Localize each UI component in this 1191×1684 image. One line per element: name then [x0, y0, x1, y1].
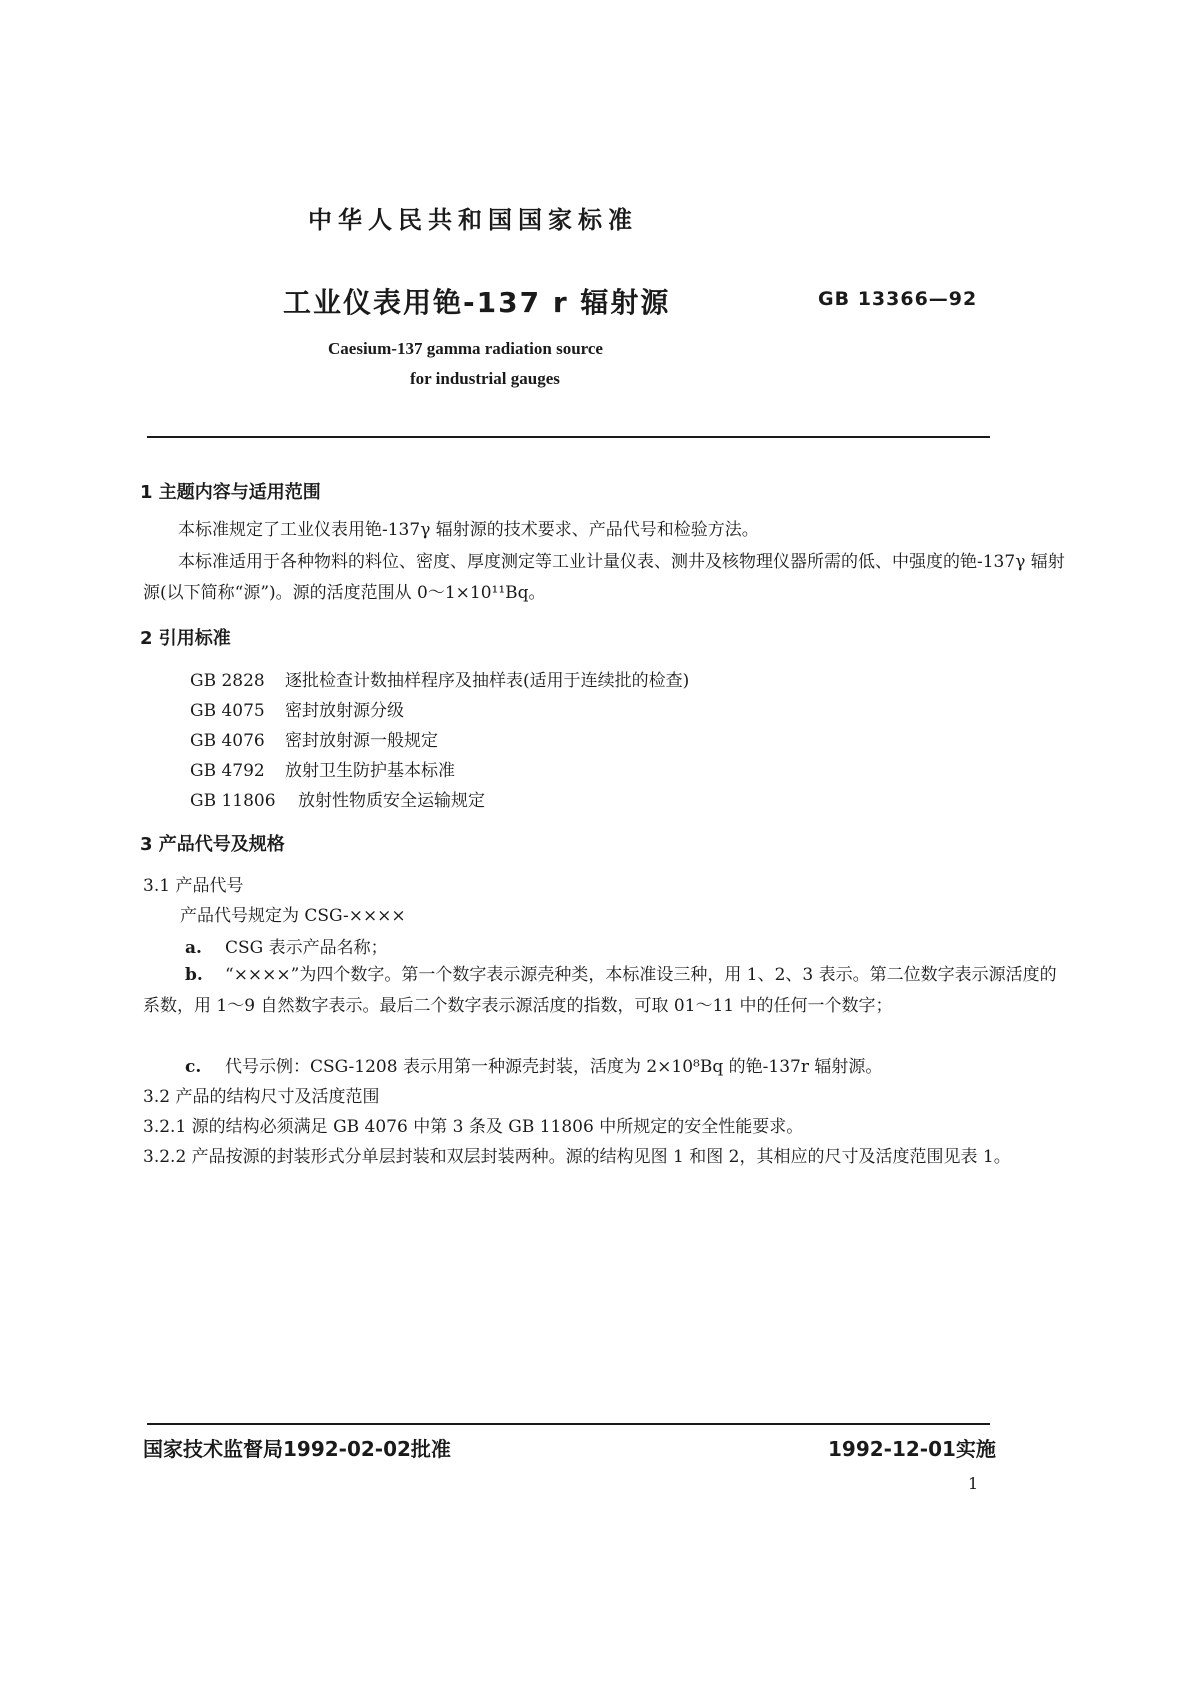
item-a [185, 933, 388, 958]
page-number: 1 [968, 1474, 979, 1493]
reference-standard [190, 786, 485, 811]
subsection-3-2-1: 3.2.1 源的结构必须满足 GB 4076 中第 3 条及 GB 11806 中所规定的安全性能要求。 [143, 1117, 804, 1137]
reference-standard [190, 756, 455, 781]
footer-divider [147, 1423, 990, 1425]
section-2-heading: 2 引用标准 [140, 628, 231, 649]
subsection-3-2-heading: 3.2 产品的结构尺寸及活度范围 [143, 1087, 380, 1107]
header-divider [147, 436, 990, 438]
english-title-line2: for industrial gauges [410, 369, 560, 388]
reference-standard [190, 696, 404, 721]
document-title: 工业仪表用铯-137 r 辐射源 [283, 286, 671, 319]
reference-title: 放射性物质安全运输规定 [298, 791, 485, 811]
item-b-text: “××××”为四个数字。第一个数字表示源壳种类，本标准设三种，用 1、2、3 表示。第二位数字表示源活度的系数，用 1～9 自然数字表示。最后二个数字表示源活度的指数，可取 01～11 中的任何一个数字； [143, 965, 1057, 1016]
section-1-heading: 1 主题内容与适用范围 [140, 482, 321, 503]
section-3-heading: 3 产品代号及规格 [140, 834, 285, 855]
subsection-3-1-heading: 3.1 产品代号 [143, 876, 244, 896]
product-code-intro: 产品代号规定为 CSG-×××× [180, 906, 406, 926]
item-c-text: 代号示例：CSG-1208 表示用第一种源壳封装，活度为 2×10⁸Bq 的铯-137r 辐射源。 [225, 1057, 883, 1077]
reference-code: GB 2828 [190, 671, 265, 691]
national-standard-heading: 中华人民共和国国家标准 [308, 206, 638, 234]
reference-standard [190, 666, 689, 691]
item-b-label: b. [185, 965, 203, 985]
reference-code: GB 4792 [190, 761, 265, 781]
section-1-paragraph-2: 本标准适用于各种物料的料位、密度、厚度测定等工业计量仪表、测井及核物理仪器所需的低、中强度的铯-137γ 辐射源(以下简称“源”)。源的活度范围从 0～1×10¹¹Bq。 [143, 552, 1065, 603]
item-a-text: CSG 表示产品名称； [225, 938, 388, 958]
reference-title: 放射卫生防护基本标准 [285, 761, 455, 781]
effective-date: 1992-12-01实施 [828, 1437, 996, 1461]
reference-title: 密封放射源一般规定 [285, 731, 438, 751]
english-title-line1: Caesium-137 gamma radiation source [328, 339, 603, 358]
item-c-label: c. [185, 1057, 202, 1077]
reference-standard [190, 726, 438, 751]
approval-date: 国家技术监督局1992-02-02批准 [143, 1437, 451, 1461]
reference-title: 逐批检查计数抽样程序及抽样表(适用于连续批的检查) [285, 671, 690, 691]
subsection-3-2-2: 3.2.2 产品按源的封装形式分单层封装和双层封装两种。源的结构见图 1 和图 2，其相应的尺寸及活度范围见表 1。 [143, 1147, 1011, 1167]
reference-code: GB 4076 [190, 731, 265, 751]
item-c [185, 1052, 882, 1077]
reference-code: GB 4075 [190, 701, 265, 721]
reference-title: 密封放射源分级 [285, 701, 404, 721]
section-1-paragraph-1: 本标准规定了工业仪表用铯-137γ 辐射源的技术要求、产品代号和检验方法。 [178, 520, 759, 540]
item-b [143, 960, 1073, 1022]
reference-code: GB 11806 [190, 791, 276, 811]
standard-number: GB 13366—92 [818, 288, 978, 310]
item-a-label: a. [185, 938, 202, 958]
